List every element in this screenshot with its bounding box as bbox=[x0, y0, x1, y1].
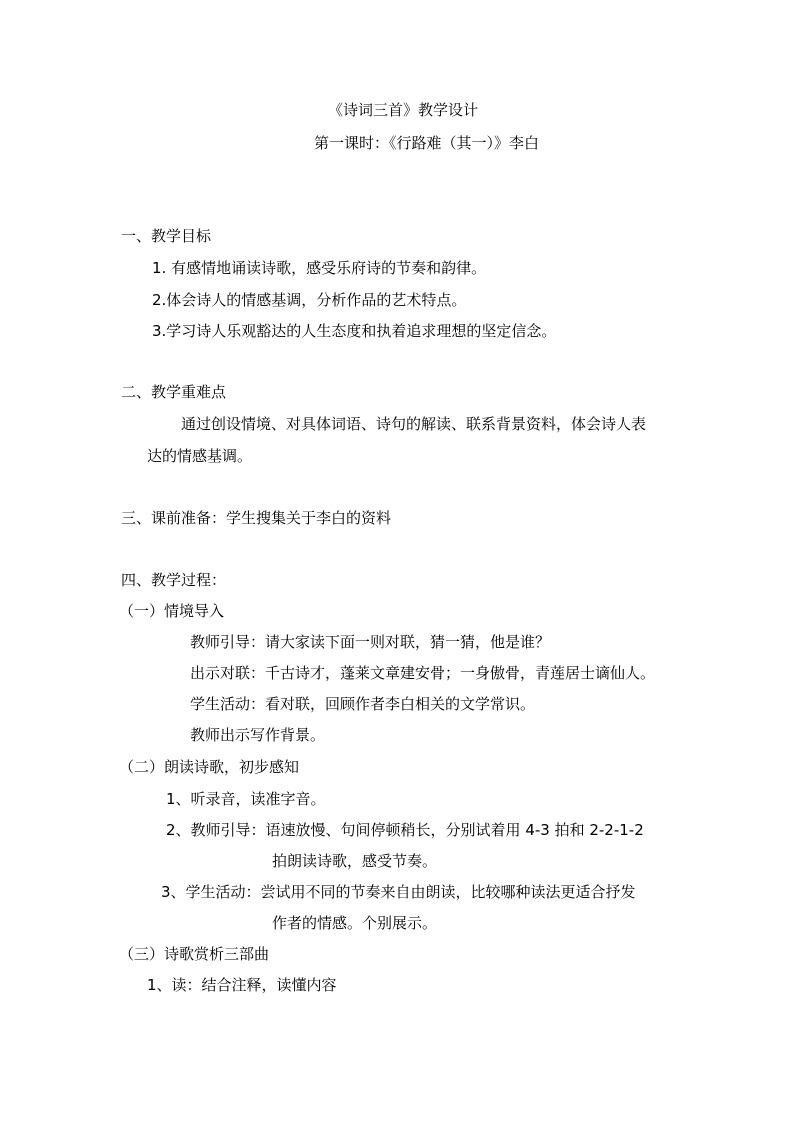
section-heading-goals: 一、教学目标 bbox=[121, 227, 212, 245]
goal-item: 1. 有感情地诵读诗歌，感受乐府诗的节奏和韵律。 bbox=[152, 259, 487, 277]
document-subtitle: 第一课时：《行路难（其一）》李白 bbox=[314, 134, 540, 152]
intro-text-line: 学生活动：看对联，回顾作者李白相关的文学常识。 bbox=[190, 695, 536, 713]
intro-text-line: 出示对联：千古诗才，蓬莱文章建安骨；一身傲骨，青莲居士谪仙人。 bbox=[190, 664, 656, 682]
keypoints-text-line: 通过创设情境、对具体词语、诗句的解读、联系背景资料，体会诗人表 bbox=[181, 415, 647, 433]
subsection-heading-intro: （一）情境导入 bbox=[119, 602, 225, 620]
reading-step: 3、学生活动：尝试用不同的节奏来自由朗读，比较哪种读法更适合抒发 bbox=[161, 883, 636, 901]
appreciation-step: 1、读：结合注释，读懂内容 bbox=[147, 976, 337, 994]
subsection-heading-reading: （二）朗读诗歌，初步感知 bbox=[119, 758, 300, 776]
reading-step-continuation: 拍朗读诗歌，感受节奏。 bbox=[272, 852, 438, 870]
keypoints-text-line: 达的情感基调。 bbox=[147, 447, 253, 465]
section-heading-process: 四、教学过程： bbox=[121, 571, 227, 589]
goal-item: 3.学习诗人乐观豁达的人生态度和执着追求理想的坚定信念。 bbox=[152, 322, 557, 340]
document-title: 《诗词三首》教学设计 bbox=[328, 101, 479, 119]
intro-text-line: 教师引导：请大家读下面一则对联，猜一猜，他是谁？ bbox=[190, 633, 551, 651]
reading-step: 2、教师引导：语速放慢、句间停顿稍长，分别试着用 4-3 拍和 2-2-1-2 bbox=[166, 821, 644, 839]
reading-step: 1、听录音，读准字音。 bbox=[166, 790, 326, 808]
reading-step-continuation: 作者的情感。个别展示。 bbox=[272, 914, 438, 932]
intro-text-line: 教师出示写作背景。 bbox=[190, 726, 326, 744]
subsection-heading-appreciation: （三）诗歌赏析三部曲 bbox=[119, 945, 270, 963]
goal-item: 2.体会诗人的情感基调，分析作品的艺术特点。 bbox=[152, 291, 467, 309]
section-heading-prep: 三、课前准备：学生搜集关于李白的资料 bbox=[121, 509, 392, 527]
section-heading-keypoints: 二、教学重难点 bbox=[121, 383, 227, 401]
